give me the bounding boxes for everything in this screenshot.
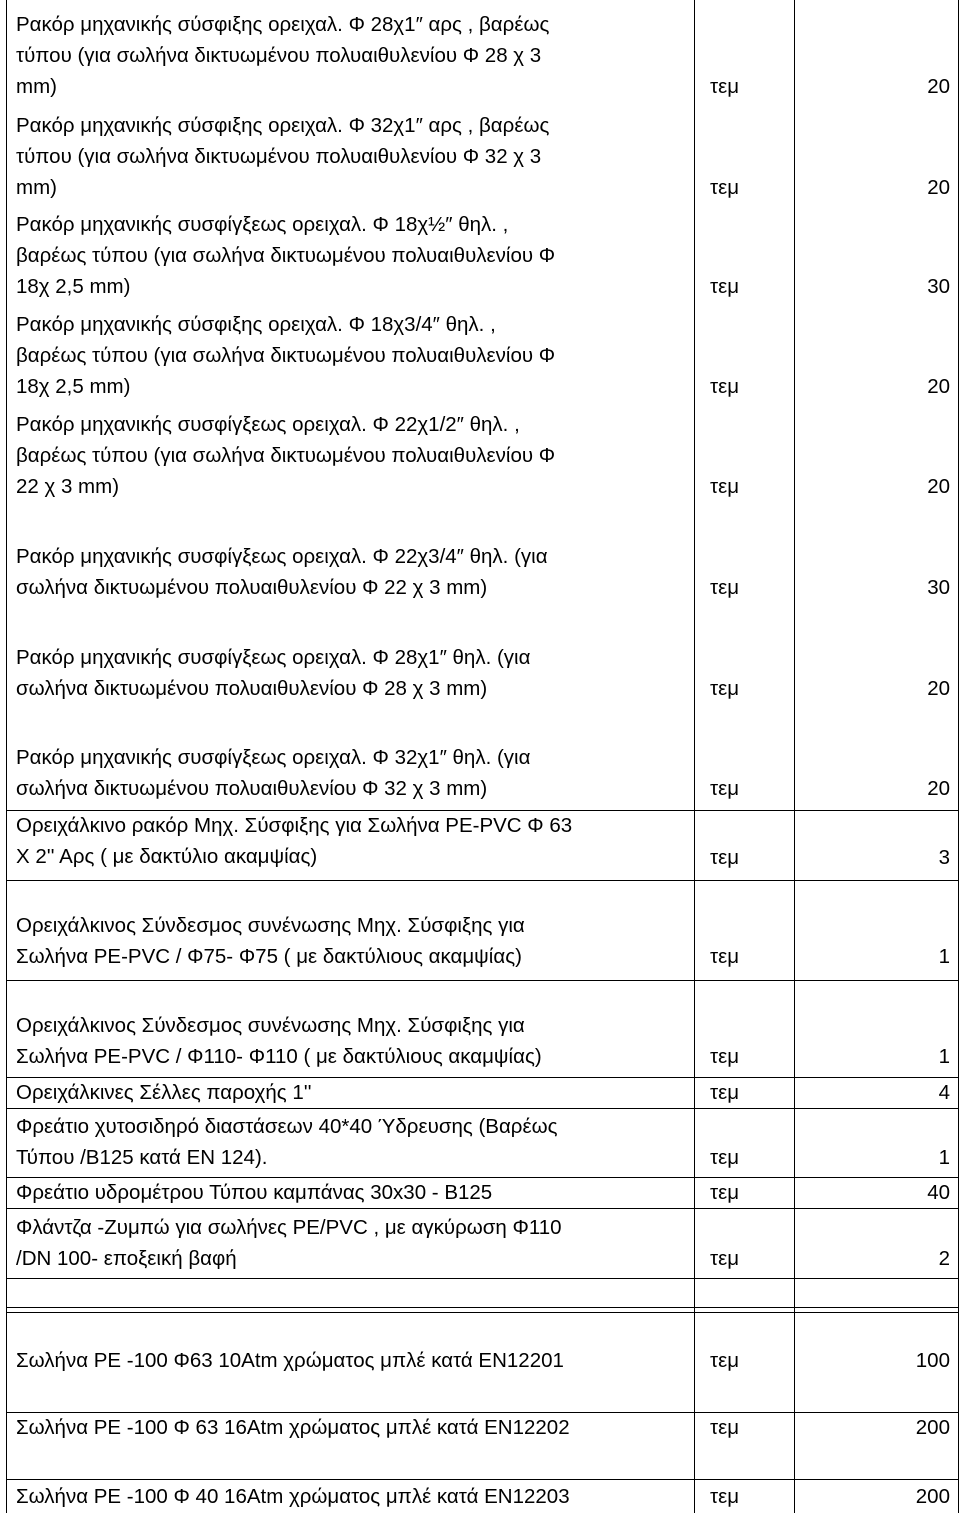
row-divider bbox=[6, 1108, 959, 1109]
item-unit: τεμ bbox=[710, 677, 740, 700]
item-description: Ρακόρ μηχανικής σύσφιξης ορειχαλ. Φ 28χ1″ αρς , βαρέως τύπου (για σωλήνα δικτυωμένου πολυαιθυλενίου Φ 28 χ 3 mm) bbox=[16, 13, 550, 98]
item-unit: τεμ bbox=[710, 1349, 740, 1372]
item-description: Ρακόρ μηχανικής συσφίγξεως ορειχαλ. Φ 18χ½″ θηλ. , βαρέως τύπου (για σωλήνα δικτυωμένου πολυαιθυλενίου Φ 18χ 2,5 mm) bbox=[16, 213, 556, 298]
row-divider bbox=[6, 1307, 959, 1308]
item-description: Ορειχάλκινο ρακόρ Μηχ. Σύσφιξης για Σωλήνα PE-PVC Φ 63 Χ 2'' Αρς ( με δακτύλιο ακαμψίας) bbox=[16, 814, 573, 868]
item-unit: τεμ bbox=[710, 1416, 740, 1439]
item-quantity: 20 bbox=[927, 475, 950, 498]
item-unit: τεμ bbox=[710, 576, 740, 599]
item-unit: τεμ bbox=[710, 1485, 740, 1508]
item-description: Ρακόρ μηχανικής συσφίγξεως ορειχαλ. Φ 32χ1″ θηλ. (για σωλήνα δικτυωμένου πολυαιθυλενίου Φ 32 χ 3 mm) bbox=[16, 746, 531, 800]
item-description: Ρακόρ μηχανικής συσφίγξεως ορειχαλ. Φ 28χ1″ θηλ. (για σωλήνα δικτυωμένου πολυαιθυλενίου Φ 28 χ 3 mm) bbox=[16, 646, 531, 700]
item-description: Ορειχάλκινος Σύνδεσμος συνένωσης Μηχ. Σύσφιξης για Σωλήνα PE-PVC / Φ110- Φ110 ( με δακτύλιους ακαμψίας) bbox=[16, 1014, 542, 1068]
table-border-unit-column bbox=[694, 0, 695, 1513]
item-quantity: 20 bbox=[927, 75, 950, 98]
item-description: Ρακόρ μηχανικής συσφίγξεως ορειχαλ. Φ 22χ3/4″ θηλ. (για σωλήνα δικτυωμένου πολυαιθυλενίου Φ 22 χ 3 mm) bbox=[16, 545, 548, 599]
item-unit: τεμ bbox=[710, 375, 740, 398]
row-divider bbox=[6, 1278, 959, 1279]
item-unit: τεμ bbox=[710, 75, 740, 98]
row-divider bbox=[6, 1479, 959, 1480]
item-description: Σωλήνα PE -100 Φ 63 16Atm χρώματος μπλέ κατά ΕΝ12202 bbox=[16, 1416, 570, 1439]
item-unit: τεμ bbox=[710, 777, 740, 800]
item-quantity: 20 bbox=[927, 777, 950, 800]
table-border-left bbox=[6, 0, 7, 1513]
item-unit: τεμ bbox=[710, 275, 740, 298]
item-unit: τεμ bbox=[710, 1247, 740, 1270]
item-description: Ορειχάλκινος Σύνδεσμος συνένωσης Μηχ. Σύσφιξης για Σωλήνα PE-PVC / Φ75- Φ75 ( με δακτύλιους ακαμψίας) bbox=[16, 914, 525, 968]
materials-table bbox=[6, 0, 959, 1513]
row-divider bbox=[6, 1208, 959, 1209]
item-quantity: 2 bbox=[938, 1247, 950, 1270]
item-quantity: 20 bbox=[927, 375, 950, 398]
item-quantity: 30 bbox=[927, 275, 950, 298]
row-divider bbox=[6, 880, 959, 881]
item-quantity: 200 bbox=[915, 1485, 950, 1508]
item-quantity: 1 bbox=[938, 1146, 950, 1169]
item-quantity: 4 bbox=[938, 1081, 950, 1104]
item-description: Ρακόρ μηχανικής σύσφιξης ορειχαλ. Φ 18χ3/4″ θηλ. , βαρέως τύπου (για σωλήνα δικτυωμένου πολυαιθυλενίου Φ 18χ 2,5 mm) bbox=[16, 313, 556, 398]
item-quantity: 20 bbox=[927, 176, 950, 199]
item-description: Ρακόρ μηχανικής συσφίγξεως ορειχαλ. Φ 22χ1/2″ θηλ. , βαρέως τύπου (για σωλήνα δικτυωμένου πολυαιθυλενίου Φ 22 χ 3 mm) bbox=[16, 413, 556, 498]
item-quantity: 40 bbox=[927, 1181, 950, 1204]
row-divider bbox=[6, 980, 959, 981]
item-unit: τεμ bbox=[710, 1146, 740, 1169]
item-description: Φρεάτιο υδρομέτρου Τύπου καμπάνας 30x30 - B125 bbox=[16, 1181, 493, 1204]
item-quantity: 1 bbox=[938, 945, 950, 968]
item-description: Σωλήνα PE -100 Φ 40 16Atm χρώματος μπλέ κατά ΕΝ12203 bbox=[16, 1485, 570, 1508]
item-description: Φρεάτιο χυτοσιδηρό διαστάσεων 40*40 Ύδρευσης (Βαρέως Τύπου /Β125 κατά EN 124). bbox=[16, 1115, 558, 1169]
item-unit: τεμ bbox=[710, 475, 740, 498]
item-quantity: 20 bbox=[927, 677, 950, 700]
item-description: Ρακόρ μηχανικής σύσφιξης ορειχαλ. Φ 32χ1″ αρς , βαρέως τύπου (για σωλήνα δικτυωμένου πολυαιθυλενίου Φ 32 χ 3 mm) bbox=[16, 114, 550, 199]
item-unit: τεμ bbox=[710, 1081, 740, 1104]
item-unit: τεμ bbox=[710, 1181, 740, 1204]
item-description: Ορειχάλκινες Σέλλες παροχής 1'' bbox=[16, 1081, 312, 1104]
item-unit: τεμ bbox=[710, 1045, 740, 1068]
item-unit: τεμ bbox=[710, 176, 740, 199]
item-description: Σωλήνα PE -100 Φ63 10Atm χρώματος μπλέ κατά ΕΝ12201 bbox=[16, 1349, 564, 1372]
item-quantity: 1 bbox=[938, 1045, 950, 1068]
item-unit: τεμ bbox=[710, 945, 740, 968]
item-quantity: 100 bbox=[915, 1349, 950, 1372]
item-description: Φλάντζα -Ζυμπώ για σωλήνες PE/PVC , με αγκύρωση Φ110 /DN 100- εποξεική βαφή bbox=[16, 1216, 562, 1270]
item-quantity: 30 bbox=[927, 576, 950, 599]
item-quantity: 200 bbox=[915, 1416, 950, 1439]
item-quantity: 3 bbox=[938, 846, 950, 869]
table-border-right bbox=[958, 0, 959, 1513]
table-border-qty-column bbox=[794, 0, 795, 1513]
item-unit: τεμ bbox=[710, 846, 740, 869]
row-divider bbox=[6, 1312, 959, 1313]
